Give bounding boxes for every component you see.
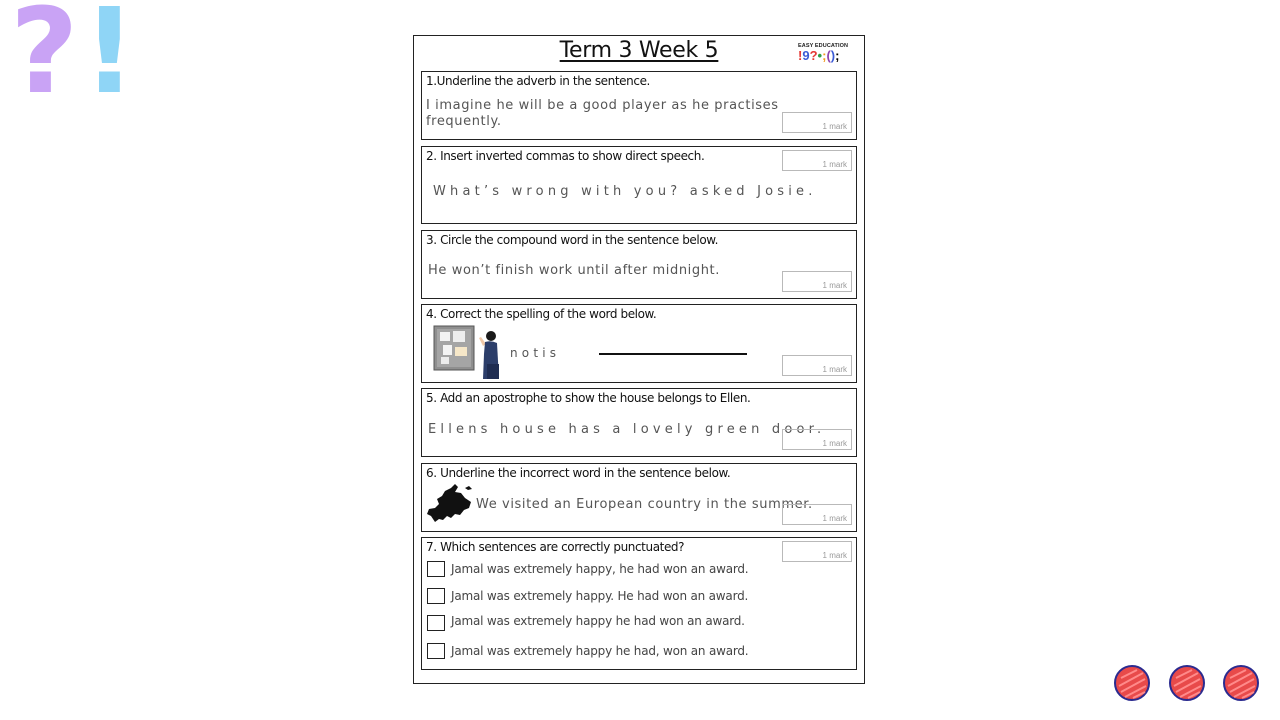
question-4 xyxy=(421,304,857,383)
question-1 xyxy=(421,71,857,140)
question-5-sentence: Ellens house has a lovely green door. xyxy=(428,422,826,437)
question-4-answer-line[interactable] xyxy=(599,353,747,355)
worksheet xyxy=(413,35,865,684)
question-7 xyxy=(421,537,857,670)
question-2-heading: 2. Insert inverted commas to show direct speech. xyxy=(426,149,705,163)
question-mark-icon: ? xyxy=(10,0,79,120)
option-3-checkbox[interactable] xyxy=(427,615,445,631)
option-4-text: Jamal was extremely happy he had, won an award. xyxy=(451,644,749,658)
option-2-text: Jamal was extremely happy. He had won an award. xyxy=(451,589,749,603)
question-exclamation-decoration xyxy=(10,0,137,120)
scribble-button-3[interactable] xyxy=(1222,664,1260,702)
exclamation-mark-icon: ! xyxy=(82,0,137,120)
question-1-mark-box[interactable]: 1 mark xyxy=(782,112,852,133)
question-7-heading: 7. Which sentences are correctly punctuated? xyxy=(426,540,685,554)
noticeboard-teacher-illustration xyxy=(433,324,501,380)
question-6 xyxy=(421,463,857,532)
worksheet-title: Term 3 Week 5 xyxy=(559,38,719,63)
question-2-mark-box[interactable]: 1 mark xyxy=(782,150,852,171)
scribble-button-1[interactable] xyxy=(1113,664,1151,702)
question-2-sentence: What’s wrong with you? asked Josie. xyxy=(433,184,817,199)
question-3-heading: 3. Circle the compound word in the sentence below. xyxy=(426,233,719,247)
question-3-mark-box[interactable]: 1 mark xyxy=(782,271,852,292)
option-2-checkbox[interactable] xyxy=(427,588,445,604)
option-3-text: Jamal was extremely happy he had won an award. xyxy=(451,614,745,628)
question-6-heading: 6. Underline the incorrect word in the sentence below. xyxy=(426,466,731,480)
question-1-sentence-line-2: frequently. xyxy=(426,114,502,129)
easy-education-logo: EASY EDUCATION !9?•;(); xyxy=(798,43,849,63)
question-5-heading: 5. Add an apostrophe to show the house belongs to Ellen. xyxy=(426,391,751,405)
europe-map-icon xyxy=(425,482,475,526)
question-2 xyxy=(421,146,857,224)
question-7-mark-box[interactable]: 1 mark xyxy=(782,541,852,562)
question-5-mark-box[interactable]: 1 mark xyxy=(782,429,852,450)
question-4-mark-box[interactable]: 1 mark xyxy=(782,355,852,376)
question-1-sentence-line-1: I imagine he will be a good player as he practises xyxy=(426,98,779,113)
scribble-button-2[interactable] xyxy=(1168,664,1206,702)
question-5 xyxy=(421,388,857,457)
question-3-sentence: He won’t finish work until after midnight. xyxy=(428,263,720,278)
question-6-sentence: We visited an European country in the summer. xyxy=(476,497,813,512)
option-4-checkbox[interactable] xyxy=(427,643,445,659)
question-3 xyxy=(421,230,857,299)
question-1-heading: 1.Underline the adverb in the sentence. xyxy=(426,74,650,88)
option-1-text: Jamal was extremely happy, he had won an award. xyxy=(451,562,749,576)
option-1-checkbox[interactable] xyxy=(427,561,445,577)
question-4-misspelled-word: notis xyxy=(510,346,561,360)
question-4-heading: 4. Correct the spelling of the word below. xyxy=(426,307,657,321)
question-6-mark-box[interactable]: 1 mark xyxy=(782,504,852,525)
